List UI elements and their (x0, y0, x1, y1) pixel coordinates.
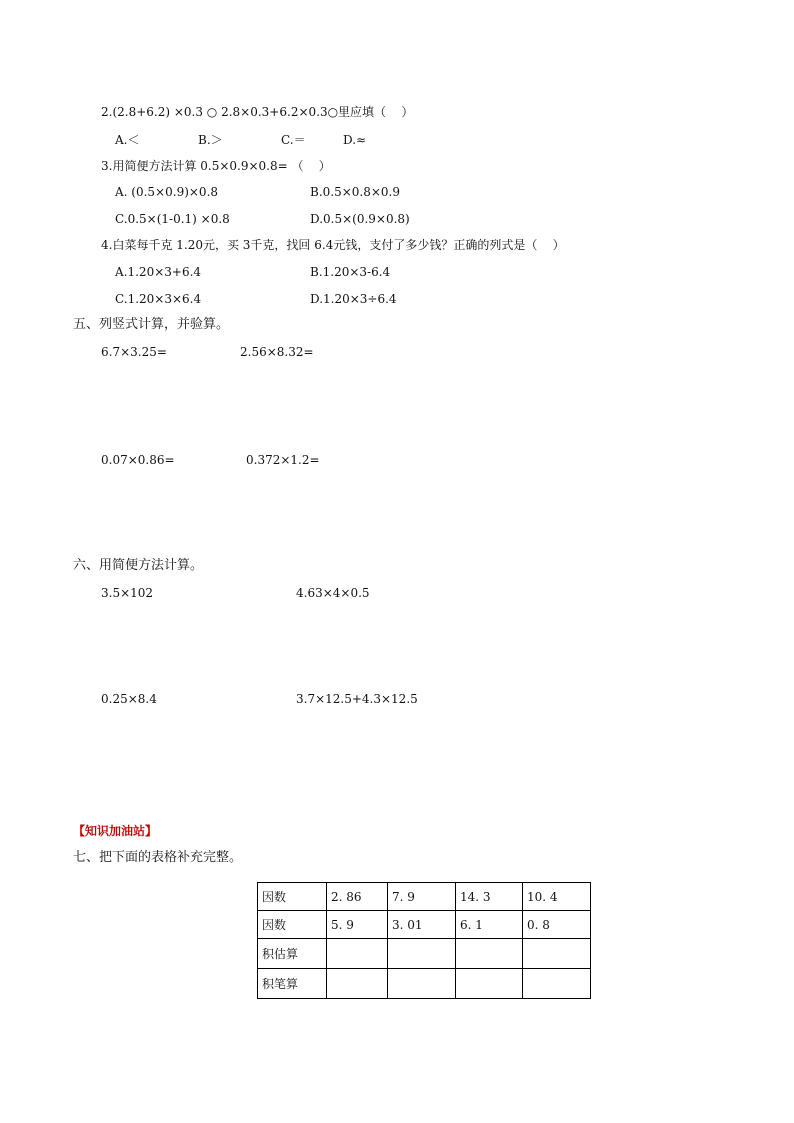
question-3-stem: 3.用简便方法计算 0.5×0.9×0.8= （ ） (101, 159, 331, 173)
table-cell: 因数 (258, 883, 327, 911)
table-cell: 10. 4 (523, 883, 591, 911)
answer-cell[interactable] (327, 939, 388, 969)
question-2-option-a: A.＜ (115, 133, 140, 147)
section-5-item-1: 6.7×3.25= (101, 345, 167, 359)
table-row (258, 969, 591, 999)
section-6-item-2: 4.63×4×0.5 (296, 586, 370, 600)
table-row (258, 911, 591, 939)
table-cell: 积笔算 (258, 969, 327, 999)
question-3-option-d: D.0.5×(0.9×0.8) (310, 212, 410, 226)
answer-cell[interactable] (523, 939, 591, 969)
question-2-stem: 2.(2.8+6.2) ×0.3 ○ 2.8×0.3+6.2×0.3○里应填（ ） (101, 105, 414, 119)
question-4-option-d: D.1.20×3÷6.4 (310, 292, 397, 306)
question-4-stem: 4.白菜每千克 1.20元，买 3千克，找回 6.4元钱，支付了多少钱？正确的列式是（ ） (101, 238, 565, 252)
table-cell: 5. 9 (327, 911, 388, 939)
section-5-title: 五、列竖式计算，并验算。 (73, 317, 230, 332)
answer-cell[interactable] (388, 939, 456, 969)
answer-cell[interactable] (388, 969, 456, 999)
table-row (258, 939, 591, 969)
factor-product-table (257, 882, 591, 999)
section-6-item-1: 3.5×102 (101, 586, 154, 600)
question-2-option-c: C.＝ (281, 133, 306, 147)
section-6-item-3: 0.25×8.4 (101, 692, 157, 706)
table-cell: 因数 (258, 911, 327, 939)
answer-cell[interactable] (523, 969, 591, 999)
table-cell: 3. 01 (388, 911, 456, 939)
table-cell: 积估算 (258, 939, 327, 969)
question-3-option-b: B.0.5×0.8×0.9 (310, 185, 400, 199)
section-7-title: 七、把下面的表格补充完整。 (73, 850, 243, 865)
question-2-option-d: D.≈ (343, 133, 367, 147)
table-cell: 7. 9 (388, 883, 456, 911)
section-6-title: 六、用简便方法计算。 (73, 558, 204, 573)
section-5-item-4: 0.372×1.2= (246, 453, 320, 467)
answer-cell[interactable] (327, 969, 388, 999)
table-cell: 14. 3 (456, 883, 523, 911)
table-cell: 6. 1 (456, 911, 523, 939)
table-row (258, 883, 591, 911)
table-cell: 0. 8 (523, 911, 591, 939)
question-4-option-a: A.1.20×3+6.4 (115, 265, 202, 279)
question-3-option-a: A. (0.5×0.9)×0.8 (115, 185, 219, 199)
answer-cell[interactable] (456, 969, 523, 999)
question-4-option-c: C.1.20×3×6.4 (115, 292, 202, 306)
section-5-item-3: 0.07×0.86= (101, 453, 175, 467)
question-2-option-b: B.＞ (198, 133, 223, 147)
answer-cell[interactable] (456, 939, 523, 969)
knowledge-station-tag: 【知识加油站】 (73, 824, 158, 838)
question-3-option-c: C.0.5×(1-0.1) ×0.8 (115, 212, 230, 226)
section-6-item-4: 3.7×12.5+4.3×12.5 (296, 692, 418, 706)
question-4-option-b: B.1.20×3-6.4 (310, 265, 391, 279)
table-cell: 2. 86 (327, 883, 388, 911)
section-5-item-2: 2.56×8.32= (240, 345, 314, 359)
